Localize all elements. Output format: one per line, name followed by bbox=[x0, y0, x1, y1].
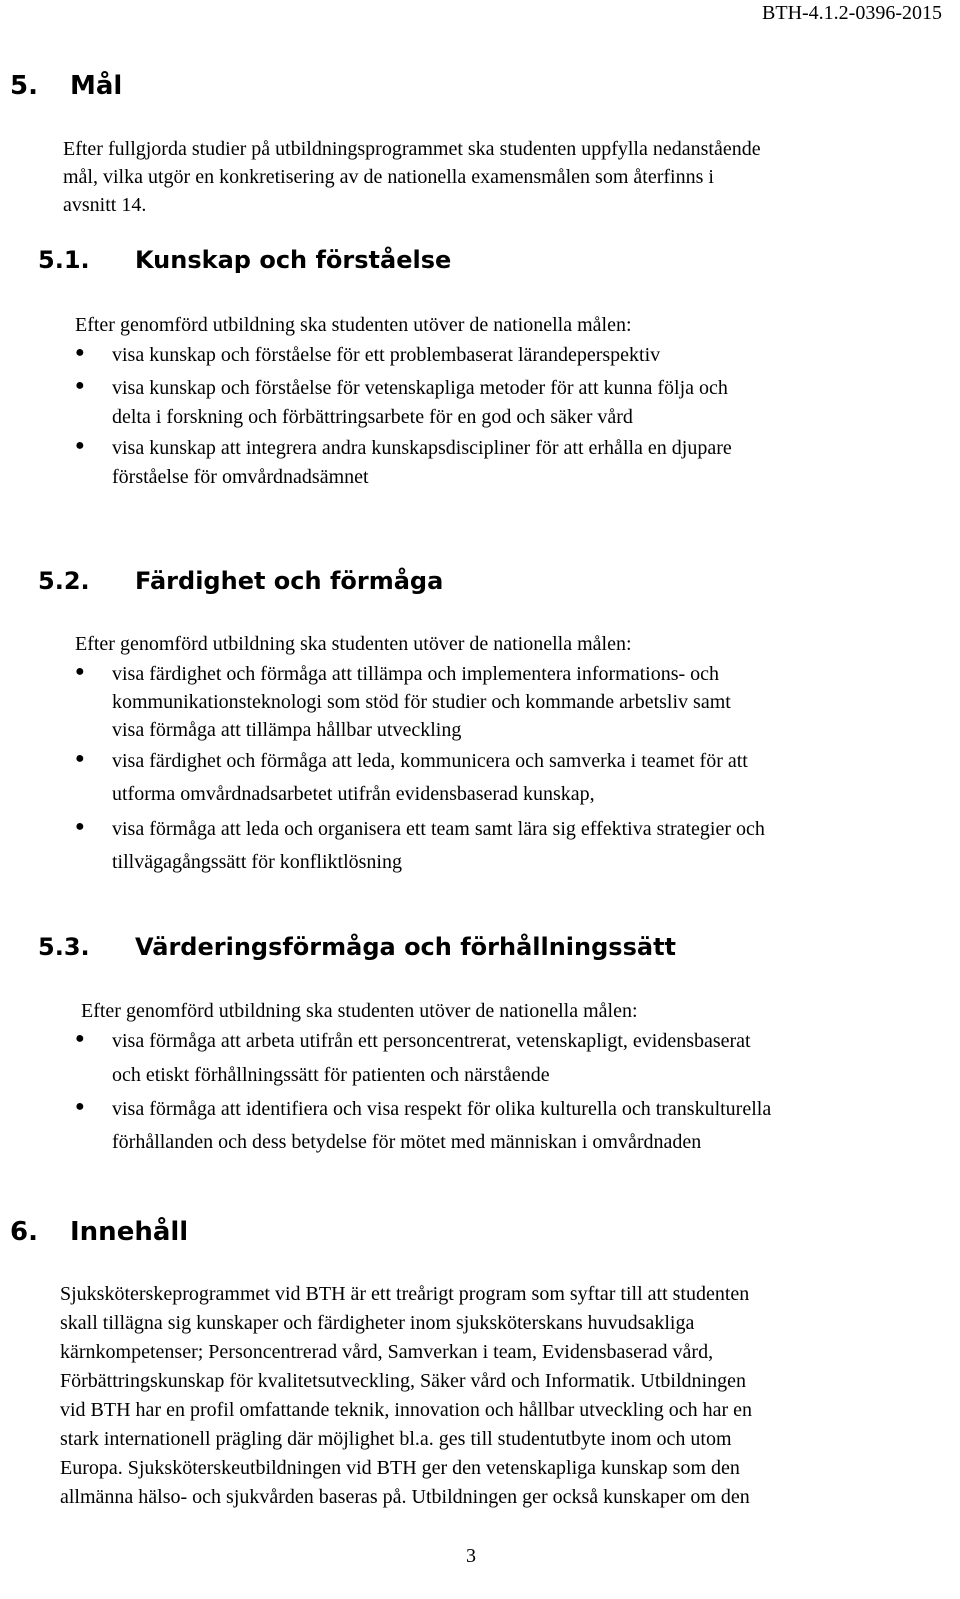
list-item-line: visa färdighet och förmåga att leda, kommunicera och samverka i teamet för att bbox=[112, 750, 748, 772]
body-line: Förbättringskunskap för kvalitetsutveckling, Säker vård och Informatik. Utbildningen bbox=[60, 1370, 746, 1392]
list-item-line: förhållanden och dess betydelse för mötet med människan i omvårdnaden bbox=[112, 1131, 702, 1153]
list-item-line: visa kunskap och förståelse för vetenskapliga metoder för att kunna följa och bbox=[112, 377, 728, 399]
bullet-icon: ● bbox=[75, 663, 85, 680]
list-item-line: tillvägagångssätt för konfliktlösning bbox=[112, 851, 402, 873]
list-item-line: visa kunskap och förståelse för ett problembaserat lärandeperspektiv bbox=[112, 344, 661, 366]
document-id: BTH-4.1.2-0396-2015 bbox=[762, 2, 942, 24]
subsection-number: 5.3. bbox=[38, 933, 90, 961]
list-item-line: visa förmåga att leda och organisera ett team samt lära sig effektiva strategier och bbox=[112, 818, 765, 840]
intro-line: Efter fullgjorda studier på utbildningsprogrammet ska studenten uppfylla nedanstående bbox=[63, 138, 761, 160]
bullet-icon: ● bbox=[75, 1030, 85, 1047]
list-item-line: visa kunskap att integrera andra kunskapsdiscipliner för att erhålla en djupare bbox=[112, 437, 732, 459]
subsection-title: Värderingsförmåga och förhållningssätt bbox=[135, 933, 677, 961]
intro-line: avsnitt 14. bbox=[63, 194, 147, 216]
list-item-line: visa förmåga att identifiera och visa respekt för olika kulturella och transkulturella bbox=[112, 1098, 772, 1120]
body-line: stark internationell prägling där möjlighet bl.a. ges till studentutbyte inom och utom bbox=[60, 1428, 732, 1450]
bullet-icon: ● bbox=[75, 750, 85, 767]
body-line: Sjuksköterskeprogrammet vid BTH är ett treårigt program som syftar till att studenten bbox=[60, 1283, 750, 1305]
bullet-icon: ● bbox=[75, 1098, 85, 1115]
page-number: 3 bbox=[466, 1545, 476, 1567]
section-number: 5. bbox=[10, 71, 38, 101]
list-item-line: visa förmåga att arbeta utifrån ett personcentrerat, vetenskapligt, evidensbaserat bbox=[112, 1030, 751, 1052]
list-item-line: delta i forskning och förbättringsarbete för en god och säker vård bbox=[112, 406, 633, 428]
section-6-heading bbox=[10, 1216, 410, 1248]
subsection-lead: Efter genomförd utbildning ska studenten utöver de nationella målen: bbox=[81, 1000, 638, 1022]
list-item-line: kommunikationsteknologi som stöd för studier och kommande arbetsliv samt bbox=[112, 691, 731, 713]
body-line: kärnkompetenser; Personcentrerad vård, Samverkan i team, Evidensbaserad vård, bbox=[60, 1341, 714, 1363]
subsection-lead: Efter genomförd utbildning ska studenten utöver de nationella målen: bbox=[75, 633, 632, 655]
intro-line: mål, vilka utgör en konkretisering av de nationella examensmålen som återfinns i bbox=[63, 166, 714, 188]
body-line: Europa. Sjuksköterskeutbildningen vid BTH ger den vetenskapliga kunskap som den bbox=[60, 1457, 740, 1479]
section-title: Innehåll bbox=[70, 1217, 189, 1247]
section-number: 6. bbox=[10, 1217, 38, 1247]
subsection-lead: Efter genomförd utbildning ska studenten utöver de nationella målen: bbox=[75, 314, 632, 336]
subsection-5-1-heading bbox=[38, 245, 738, 275]
bullet-icon: ● bbox=[75, 818, 85, 835]
subsection-5-2-heading bbox=[38, 566, 738, 596]
list-item-line: visa förmåga att tillämpa hållbar utveckling bbox=[112, 719, 462, 741]
subsection-5-3-heading bbox=[38, 932, 798, 962]
subsection-number: 5.1. bbox=[38, 246, 90, 274]
list-item-line: visa färdighet och förmåga att tillämpa och implementera informations- och bbox=[112, 663, 720, 685]
section-5-heading bbox=[10, 70, 410, 102]
list-item-line: och etiskt förhållningssätt för patienten och närstående bbox=[112, 1064, 550, 1086]
list-item-line: förståelse för omvårdnadsämnet bbox=[112, 466, 369, 488]
subsection-number: 5.2. bbox=[38, 567, 90, 595]
body-line: allmänna hälso- och sjukvården baseras på. Utbildningen ger också kunskaper om den bbox=[60, 1486, 750, 1508]
subsection-title: Kunskap och förståelse bbox=[135, 246, 452, 274]
bullet-icon: ● bbox=[75, 437, 85, 454]
body-line: skall tillägna sig kunskaper och färdigheter inom sjuksköterskans huvudsakliga bbox=[60, 1312, 695, 1334]
bullet-icon: ● bbox=[75, 344, 85, 361]
list-item-line: utforma omvårdnadsarbetet utifrån evidensbaserad kunskap, bbox=[112, 783, 595, 805]
bullet-icon: ● bbox=[75, 377, 85, 394]
section-title: Mål bbox=[70, 71, 123, 101]
subsection-title: Färdighet och förmåga bbox=[135, 567, 444, 595]
body-line: vid BTH har en profil omfattande teknik, innovation och hållbar utveckling och har en bbox=[60, 1399, 753, 1421]
